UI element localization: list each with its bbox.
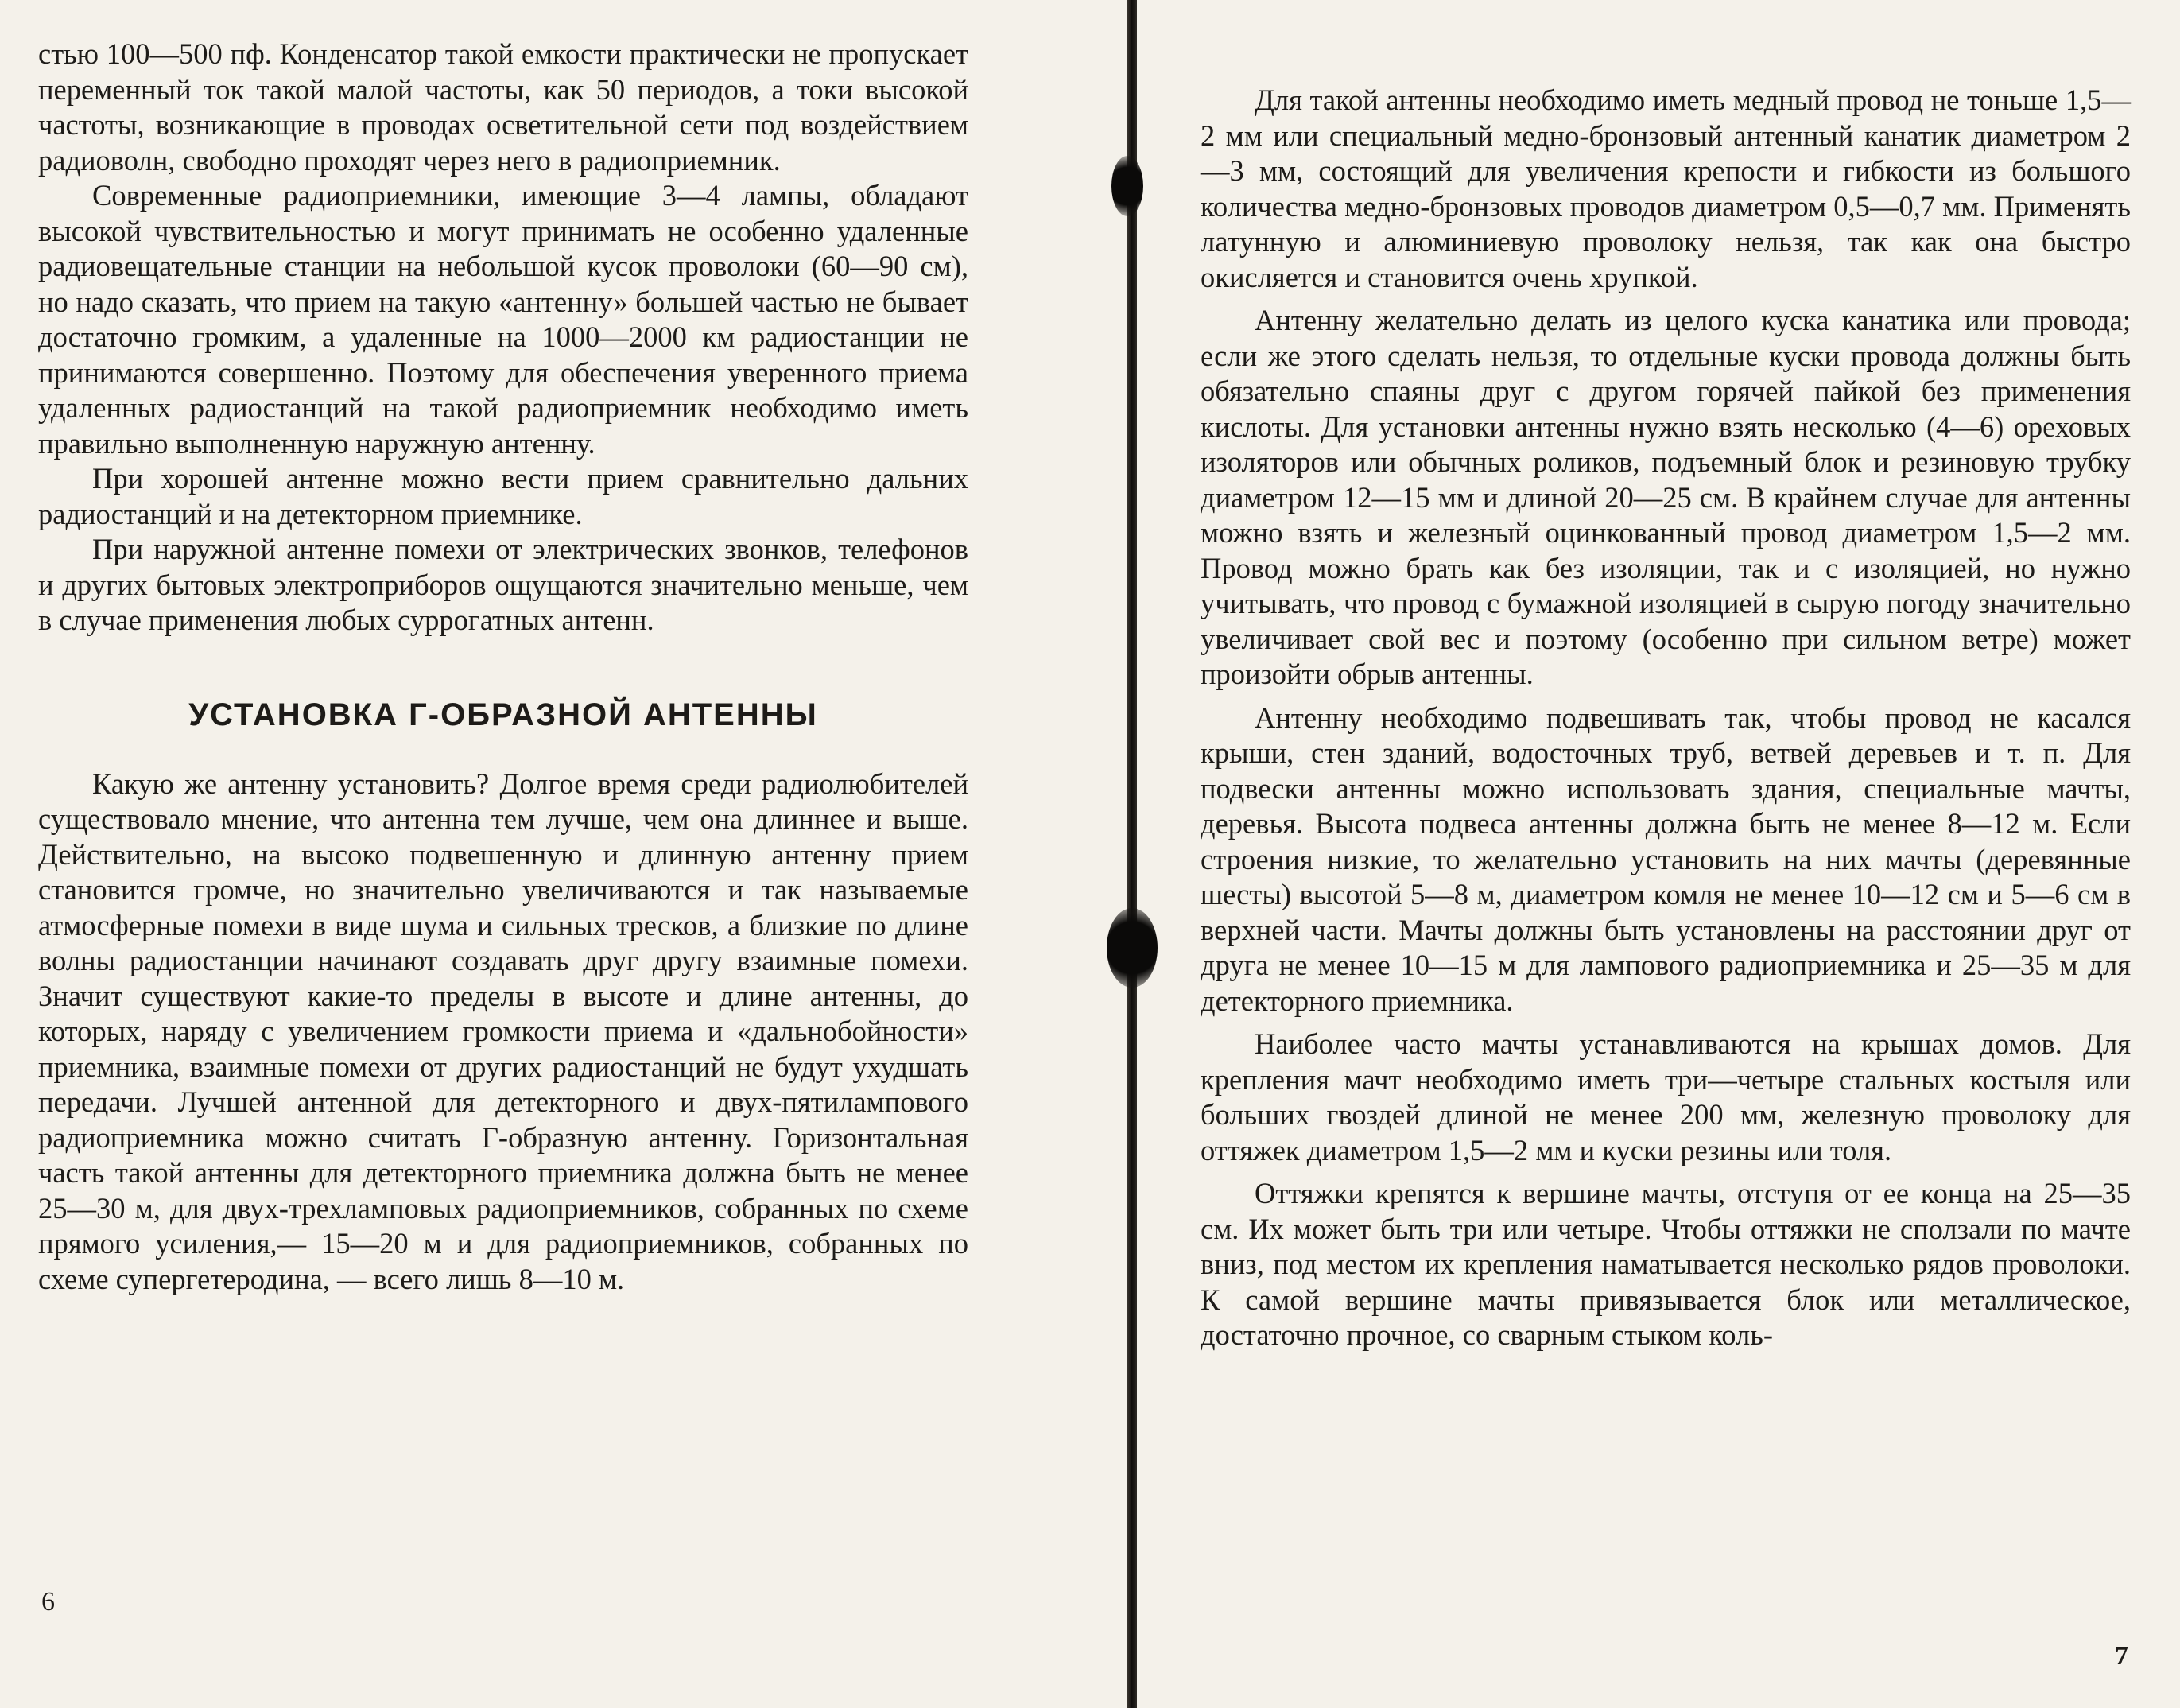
ink-blot [1107, 908, 1158, 988]
left-page-text [38, 37, 968, 1297]
page-number: 7 [2115, 1641, 2128, 1671]
ink-blot [1111, 156, 1143, 216]
paragraph: При наружной антенне помехи от электрических звонков, телефонов и других бытовых электроприборов ощущаются значительно меньше, чем в случае применения любых суррогатных антенн. [38, 533, 968, 636]
paragraph: Для такой антенны необходимо иметь медный провод не тоньше 1,5—2 мм или специальный медно-бронзовый антенный канатик диаметром 2—3 мм, состоящий для увеличения крепости и гибкости из большого количества медно-бронзовых проводов диаметром 0,5—0,7 мм. Применять латунную и алюминиевую проволоку нельзя, так как она быстро окисляется и становится очень хрупкой. [1201, 83, 2131, 293]
right-page [1201, 0, 2131, 1708]
book-gutter [1127, 0, 1137, 1708]
paragraph: Антенну желательно делать из целого куска канатика или провода; если же этого сделать нельзя, то отдельные куски провода должны быть обязательно спаяны друг с другом горячей пайкой без применения кислоты. Для установки антенны нужно взять несколько (4—6) ореховых изоляторов или обычных роликов, подъемный блок и резиновую трубку диаметром 12—15 мм и длиной 20—25 см. В крайнем случае для антенны можно взять и железный оцинкованный провод диаметром 1,5—2 мм. Провод можно брать как без изоляции, так и с изоляцией, но нужно учитывать, что провод с бумажной изоляцией в сырую погоду значительно увеличивает свой вес и поэтому (особенно при сильном ветре) может произойти обрыв антенны. [1201, 304, 2131, 690]
left-page [38, 0, 968, 1708]
paragraph: Оттяжки крепятся к вершине мачты, отступя от ее конца на 25—35 см. Их может быть три или четыре. Чтобы оттяжки не сползали по мачте вниз, под местом их крепления наматывается несколько рядов проволоки. К самой вершине мачты привязывается блок или металлическое, достаточно прочное, со сварным стыком коль- [1201, 1177, 2131, 1351]
paragraph: Наиболее часто мачты устанавливаются на крышах домов. Для крепления мачт необходимо иметь три—четыре стальных костыля или больших гвоздей длиной не менее 200 мм, железную проволоку для оттяжек диаметром 1,5—2 мм и куски резины или толя. [1201, 1027, 2131, 1166]
paragraph: стью 100—500 пф. Конденсатор такой емкости практически не пропускает переменный ток такой малой частоты, как 50 периодов, а токи высокой частоты, возникающие в проводах осветительной сети под воздействием радиоволн, свободно проходят через него в радиоприемник. [38, 37, 968, 177]
paragraph: Антенну необходимо подвешивать так, чтобы провод не касался крыши, стен зданий, водосточных труб, ветвей деревьев и т. п. Для подвески антенны можно использовать здания, специальные мачты, деревья. Высота подвеса антенны должна быть не менее 8—12 м. Если строения низкие, то желательно установить на них мачты (деревянные шесты) высотой 5—8 м, диаметром комля не менее 10—12 см и 5—6 см в верхней части. Мачты должны быть установлены на расстоянии друг от друга не менее 10—15 м для лампового радиоприемника и 25—35 м для детекторного приемника. [1201, 701, 2131, 1017]
section-heading: УСТАНОВКА Г-ОБРАЗНОЙ АНТЕННЫ [188, 697, 818, 732]
paragraph: При хорошей антенне можно вести прием сравнительно дальних радиостанций и на детекторном приемнике. [38, 462, 968, 530]
right-page-text [1201, 83, 2131, 1353]
paragraph: Современные радиоприемники, имеющие 3—4 лампы, обладают высокой чувствительностью и могут принимать не особенно удаленные радиовещательные станции на небольшой кусок проволоки (60—90 см), но надо сказать, что прием на такую «антенну» большей частью не бывает достаточно громким, а удаленные на 1000—2000 км радиостанции не принимаются совершенно. Поэтому для обеспечения уверенного приема удаленных радиостанций на такой радиоприемник необходимо иметь правильно выполненную наружную антенну. [38, 179, 968, 460]
paragraph: Какую же антенну установить? Долгое время среди радиолюбителей существовало мнение, что антенна тем лучше, чем она длиннее и выше. Действительно, на высоко подвешенную и длинную антенну прием становится громче, но значительно увеличиваются и так называемые атмосферные помехи в виде шума и сильных тресков, а близкие по длине волны радиостанции начинают создавать друг другу взаимные помехи. Значит существуют какие-то пределы в высоте и длине антенны, до которых, наряду с увеличением громкости приема и «дальнобойности» приемника, взаимные помехи от других радиостанций не будут ухудшать передачи. Лучшей антенной для детекторного и двух-пятилампового радиоприемника можно считать Г-образную антенну. Горизонтальная часть такой антенны для детекторного приемника должна быть не менее 25—30 м, для двух-трехламповых радиоприемников, собранных по схеме прямого усиления,— 15—20 м и для радиоприемников, собранных по схеме супергетеродина, — всего лишь 8—10 м. [38, 767, 968, 1295]
page-number: 6 [41, 1587, 55, 1617]
